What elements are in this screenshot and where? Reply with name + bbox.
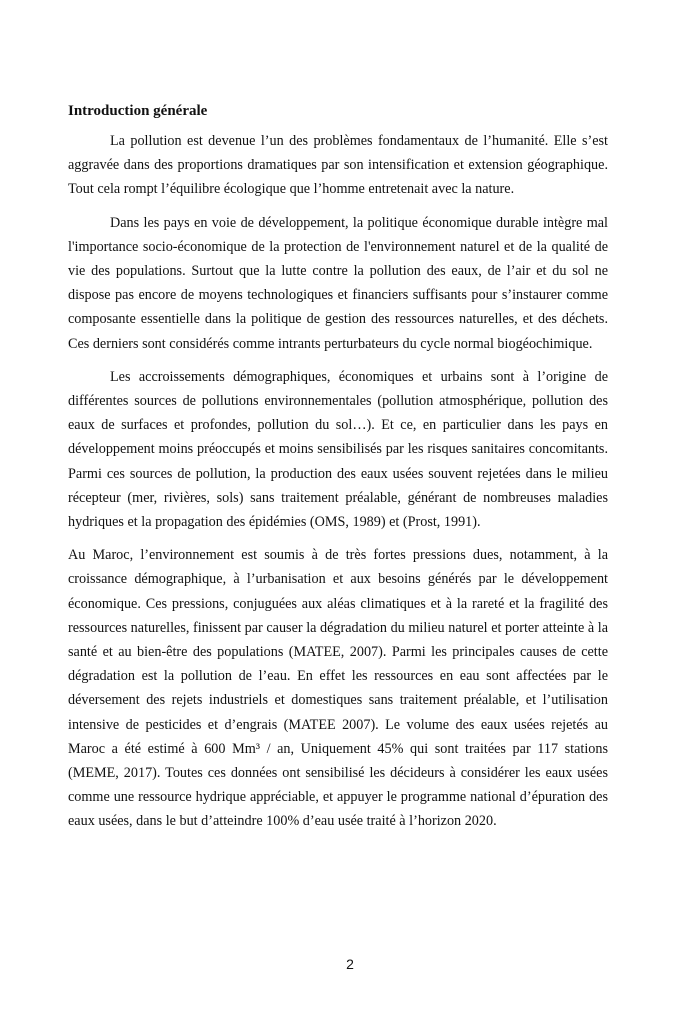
document-page (68, 99, 608, 843)
section-heading: Introduction générale (68, 103, 208, 119)
page-number: 2 (346, 956, 354, 972)
paragraph-4: Au Maroc, l’environnement est soumis à de très fortes pressions dues, notamment, à la croissance démographique, à l’urbanisation et aux besoins générés par le développement économique. Ces pressions, conjuguées aux aléas climatiques et à la rareté et la fragilité des ressources naturelles, finissent par causer la dégradation du milieu naturel et porter atteinte à la santé et au bien-être des populations (MATEE, 2007). Parmi les principales causes de cette dégradation est la pollution de l’eau. En effet les ressources en eau sont affectées par le déversement des rejets industriels et domestiques sans traitement préalable, et l’utilisation intensive de pesticides et d’engrais (MATEE 2007). Le volume des eaux usées rejetés au Maroc a été estimé à 600 Mm³ / an, Uniquement 45% qui sont traitées par 117 stations (MEME, 2017). Toutes ces données ont sensibilisé les décideurs à considérer les eaux usées comme une ressource hydrique appréciable, et appuyer le programme national d’épuration des eaux usées, dans le but d’atteindre 100% d’eau usée traité à l’horizon 2020. (68, 547, 608, 830)
paragraph-1: La pollution est devenue l’un des problèmes fondamentaux de l’humanité. Elle s’est aggravée dans des proportions dramatiques par son intensification et extension géographique. Tout cela rompt l’équilibre écologique que l’homme entretenait avec la nature. (68, 133, 608, 198)
paragraph-3: Les accroissements démographiques, économiques et urbains sont à l’origine de différentes sources de pollutions environnementales (pollution atmosphérique, pollution des eaux de surfaces et profondes, pollution du sol…). Et ce, en particulier dans les pays en développement moins préoccupés et moins sensibilisés par les risques sanitaires concomitants. Parmi ces sources de pollution, la production des eaux usées souvent rejetées dans le milieu récepteur (mer, rivières, sols) sans traitement préalable, générant de nombreuses maladies hydriques et la propagation des épidémies (OMS, 1989) et (Prost, 1991). (68, 368, 608, 531)
paragraph-2: Dans les pays en voie de développement, la politique économique durable intègre mal l'importance socio-économique de la protection de l'environnement naturel et de la qualité de vie des populations. Surtout que la lutte contre la pollution des eaux, de l’air et du sol ne dispose pas encore de moyens technologiques et financiers suffisants pour s’instaurer comme composante essentielle dans la politique de gestion des ressources naturelles, et des déchets. Ces derniers sont considérés comme intrants perturbateurs du cycle normal biogéochimique. (68, 214, 608, 352)
